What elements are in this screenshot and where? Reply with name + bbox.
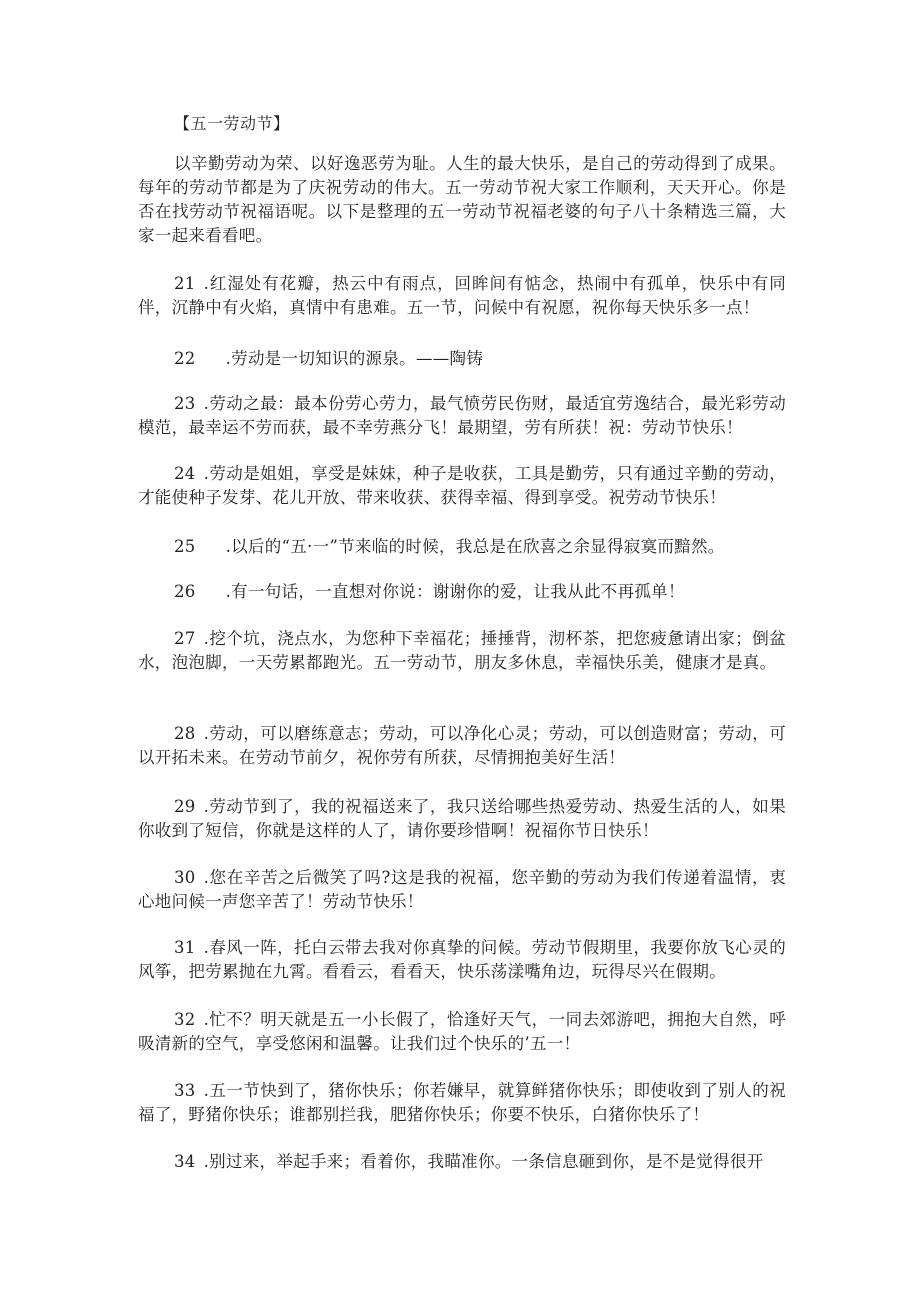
item-text: .春风一阵，托白云带去我对你真挚的问候。劳动节假期里，我要你放飞心灵的风筝，把劳累抛在九霄。看看云，看看天，快乐荡漾嘴角边，玩得尽兴在假期。	[138, 938, 786, 981]
list-item	[138, 1008, 786, 1056]
item-number: 34	[174, 1152, 196, 1171]
list-item	[138, 392, 786, 440]
list-item	[138, 272, 786, 320]
list-item	[138, 1079, 786, 1127]
item-number: 33	[174, 1081, 196, 1100]
list-item	[138, 462, 786, 510]
item-text: .劳动节到了，我的祝福送来了，我只送给哪些热爱劳动、热爱生活的人，如果你收到了短信，你就是这样的人了，请你要珍惜啊！祝福你节日快乐！	[138, 797, 786, 840]
page-title: 【五一劳动节】	[174, 114, 290, 133]
list-item	[138, 936, 786, 984]
item-number: 29	[174, 797, 196, 816]
item-text: .劳动，可以磨练意志；劳动，可以净化心灵；劳动，可以创造财富；劳动，可以开拓未来。在劳动节前夕，祝你劳有所获，尽情拥抱美好生活！	[138, 724, 786, 767]
item-text: .挖个坑，浇点水，为您种下幸福花；捶捶背，沏杯茶，把您疲惫请出家；倒盆水，泡泡脚，一天劳累都跑光。五一劳动节，朋友多休息，幸福快乐美，健康才是真。	[138, 629, 786, 672]
intro-paragraph: 以辛勤劳动为荣、以好逸恶劳为耻。人生的最大快乐，是自己的劳动得到了成果。每年的劳动节都是为了庆祝劳动的伟大。五一劳动节祝大家工作顺利，天天开心。你是否在找劳动节祝福语呢。以下是整理的五一劳动节祝福老婆的句子八十条精选三篇，大家一起来看看吧。	[138, 154, 786, 245]
list-item	[138, 347, 786, 371]
item-number: 25	[174, 537, 196, 556]
list-item	[138, 627, 786, 675]
item-number: 22	[174, 349, 196, 368]
item-number: 28	[174, 724, 196, 743]
item-number: 26	[174, 582, 196, 601]
item-text: .劳动之最：最本份劳心劳力，最气愤劳民伤财，最适宜劳逸结合，最光彩劳动模范，最幸运不劳而获，最不幸劳燕分飞！最期望，劳有所获！祝：劳动节快乐！	[138, 394, 786, 437]
list-item	[138, 580, 786, 604]
list-item	[138, 795, 786, 843]
item-text: .五一节快到了，猪你快乐；你若嫌早，就算鲜猪你快乐；即使收到了别人的祝福了，野猪你快乐；谁都别拦我，肥猪你快乐；你要不快乐，白猪你快乐了！	[138, 1081, 786, 1124]
item-number: 21	[174, 274, 196, 293]
item-number: 31	[174, 938, 196, 957]
item-text: .忙不？明天就是五一小长假了，恰逢好天气，一同去郊游吧，拥抱大自然，呼吸清新的空气，享受悠闲和温馨。让我们过个快乐的’五一！	[138, 1010, 786, 1053]
item-text: .别过来，举起手来；看着你，我瞄准你。一条信息砸到你，是不是觉得很开	[203, 1152, 764, 1171]
item-number: 23	[174, 394, 196, 413]
item-text: .以后的“五·一”节来临的时候，我总是在欣喜之余显得寂寞而黯然。	[225, 537, 725, 556]
item-number: 24	[174, 464, 196, 483]
list-item	[138, 722, 786, 770]
item-number: 30	[174, 868, 196, 887]
list-item	[138, 535, 786, 559]
item-number: 27	[174, 629, 196, 648]
item-number: 32	[174, 1010, 196, 1029]
item-text: .劳动是姐姐，享受是妹妹，种子是收获，工具是勤劳，只有通过辛勤的劳动，才能使种子发芽、花儿开放、带来收获、获得幸福、得到享受。祝劳动节快乐！	[138, 464, 786, 507]
list-item	[138, 866, 786, 914]
item-text: .您在辛苦之后微笑了吗?这是我的祝福，您辛勤的劳动为我们传递着温情，衷心地问候一声您辛苦了！劳动节快乐！	[138, 868, 786, 911]
item-text: .有一句话，一直想对你说：谢谢你的爱，让我从此不再孤单！	[225, 582, 685, 601]
item-text: .劳动是一切知识的源泉。——陶铸	[225, 349, 484, 368]
item-text: .红湿处有花瓣，热云中有雨点，回眸间有惦念，热闹中有孤单，快乐中有同伴，沉静中有火焰，真情中有患难。五一节，问候中有祝愿，祝你每天快乐多一点！	[138, 274, 786, 317]
list-item	[138, 1150, 786, 1176]
